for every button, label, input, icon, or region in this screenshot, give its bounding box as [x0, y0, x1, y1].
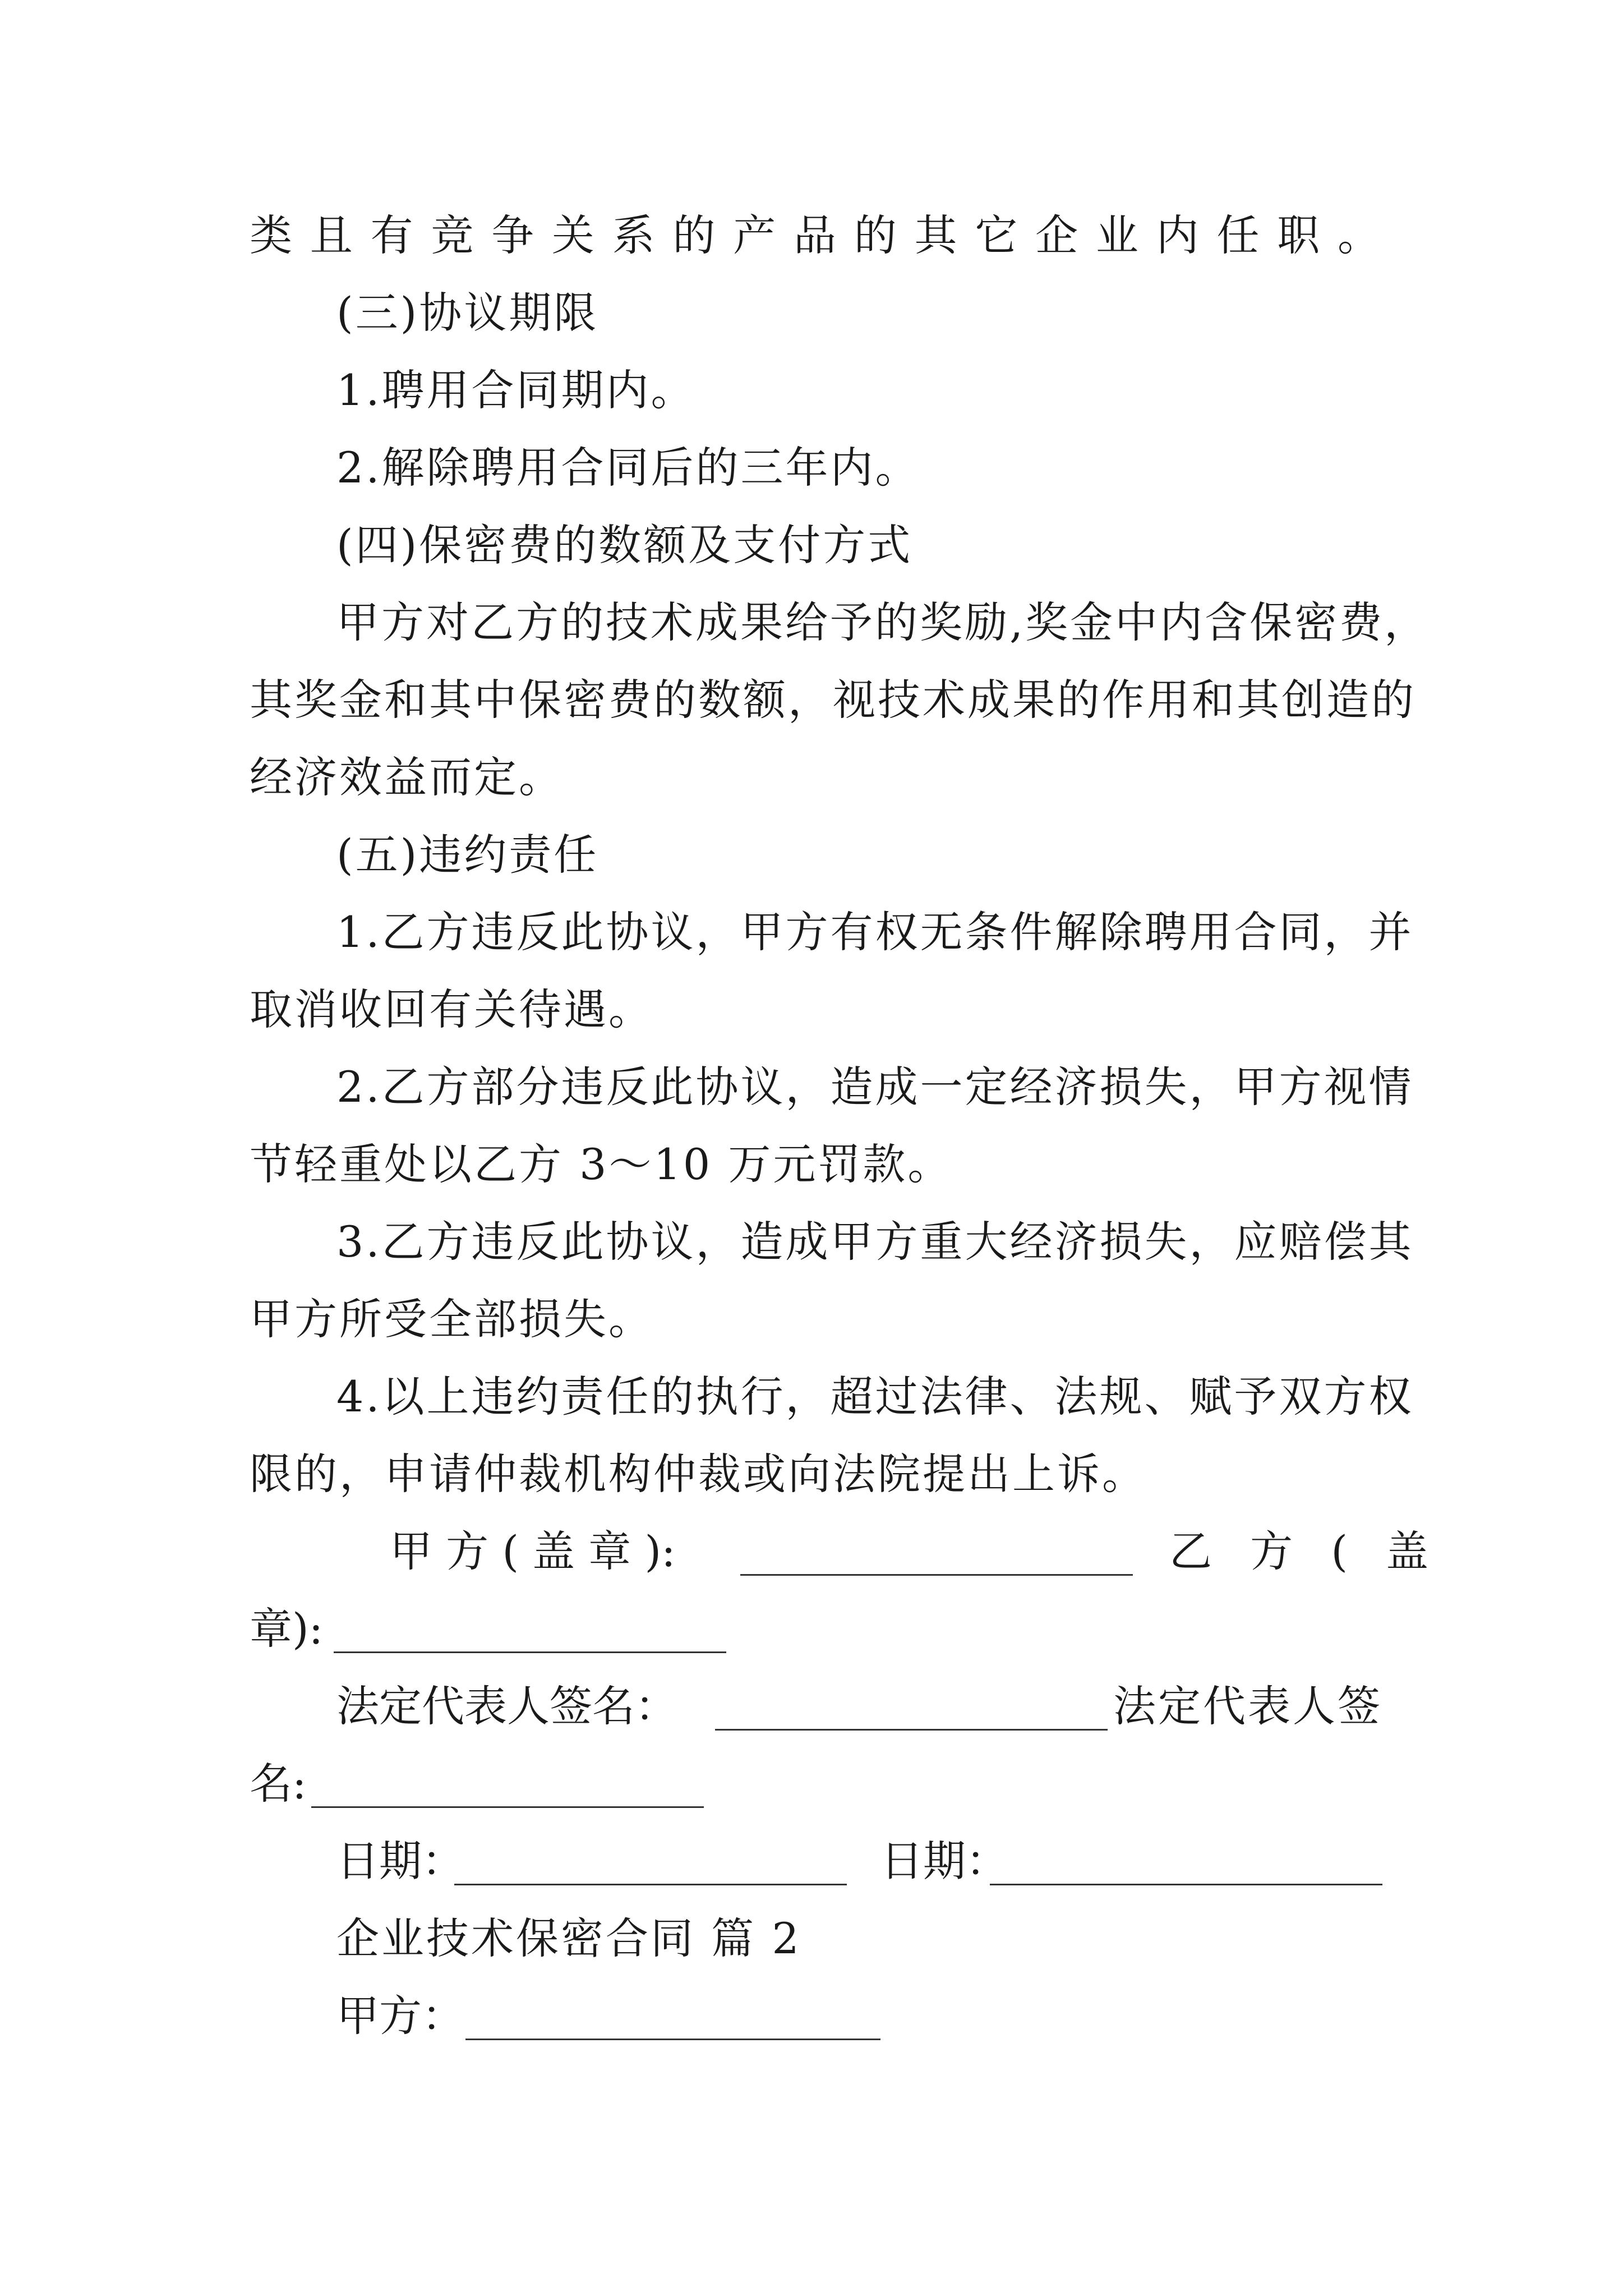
list-item-liability-4a: 4.以上违约责任的执行，超过法律、法规、赋予双方权 [336, 1372, 1414, 1421]
party-a-seal-label: 甲 方 ( 盖 章 ): [390, 1526, 676, 1576]
legal-rep-b-label: 法定代表人签 [1113, 1681, 1382, 1731]
section-heading-term: (三)协议期限 [336, 288, 599, 338]
list-item-liability-2a: 2.乙方部分违反此协议，造成一定经济损失，甲方视情 [336, 1062, 1414, 1112]
list-item-liability-4b: 限的，申请仲裁机构仲裁或向法院提出上诉。 [250, 1449, 1147, 1499]
legal-rep-b-blank [311, 1767, 704, 1808]
legal-rep-a-blank [715, 1690, 1108, 1731]
date-b-blank [990, 1844, 1382, 1885]
party-b-seal-label-end: 章): [250, 1604, 324, 1654]
date-a-blank [454, 1844, 847, 1885]
body-line-1: 类且有竞争关系的产品的其它企业内任职。 [250, 210, 1382, 260]
list-item-liability-3b: 甲方所受全部损失。 [250, 1294, 653, 1344]
list-item-liability-1a: 1.乙方违反此协议，甲方有权无条件解除聘用合同，并 [336, 907, 1414, 957]
party-b-seal-blank [334, 1612, 726, 1653]
section-heading-fee: (四)保密费的数额及支付方式 [336, 520, 913, 570]
legal-rep-a-label: 法定代表人签名： [336, 1681, 677, 1731]
party-a-seal-blank [740, 1535, 1133, 1576]
list-item-liability-1b: 取消收回有关待遇。 [250, 984, 653, 1034]
signature-seal-row-cont [250, 1601, 1382, 1657]
next-section-title: 企业技术保密合同 篇 2 [336, 1913, 801, 1963]
date-a-label: 日期： [336, 1836, 464, 1886]
next-party-a-row [250, 1988, 1382, 2044]
legal-rep-b-label-end: 名: [250, 1759, 307, 1809]
list-item-liability-2b: 节轻重处以乙方 3～10 万元罚款。 [250, 1139, 953, 1189]
body-line-fee-3: 经济效益而定。 [250, 752, 564, 802]
list-item-liability-3a: 3.乙方违反此协议，造成甲方重大经济损失，应赔偿其 [336, 1217, 1414, 1267]
signature-seal-row [250, 1524, 1441, 1580]
next-party-a-blank [465, 1999, 880, 2040]
party-b-seal-label: 乙 方 ( 盖 [1169, 1526, 1441, 1576]
list-item-term-2: 2.解除聘用合同后的三年内。 [336, 443, 920, 493]
legal-rep-row-cont [250, 1756, 1382, 1812]
body-line-fee-1: 甲方对乙方的技术成果给予的奖励,奖金中内含保密费， [336, 597, 1430, 647]
date-row [250, 1833, 1382, 1889]
list-item-term-1: 1.聘用合同期内。 [336, 365, 696, 415]
section-heading-liability: (五)违约责任 [336, 830, 599, 880]
body-line-fee-2: 其奖金和其中保密费的数额，视技术成果的作用和其创造的 [250, 675, 1416, 725]
date-b-label: 日期： [880, 1836, 1008, 1886]
legal-rep-row [250, 1678, 1382, 1734]
next-party-a-label: 甲方： [336, 1991, 464, 2041]
